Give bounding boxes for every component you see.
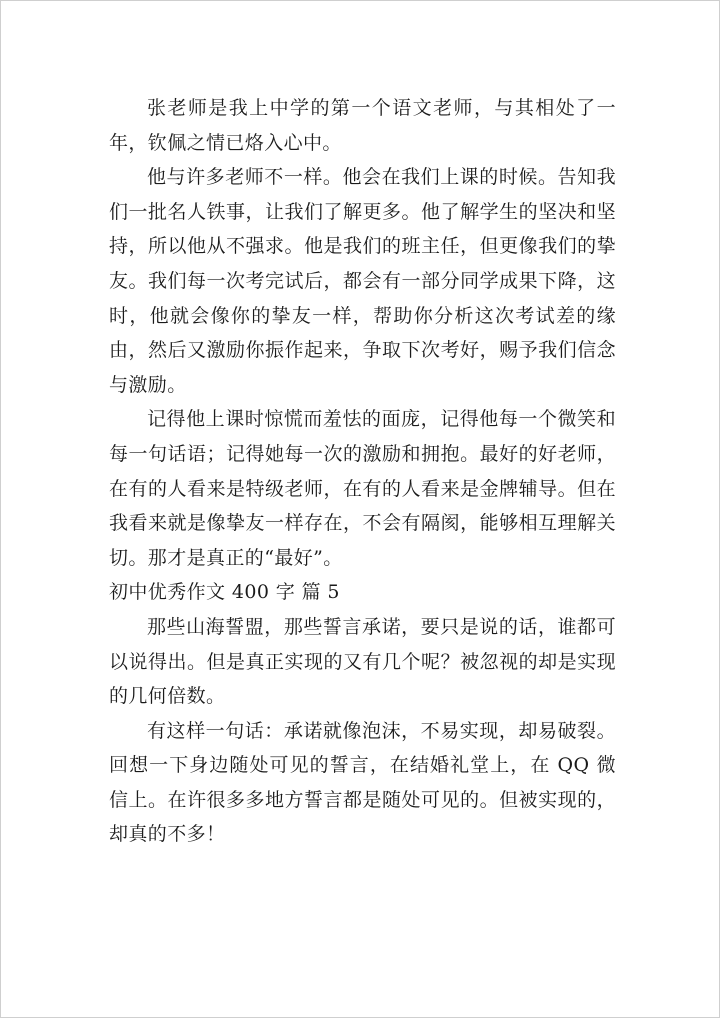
document-body xyxy=(109,91,616,852)
paragraph: 他与许多老师不一样。他会在我们上课的时候。告知我们一批名人铁事，让我们了解更多。他了解学生的坚决和坚持，所以他从不强求。他是我们的班主任，但更像我们的挚友。我们每一次考完试后，都会有一部分同学成果下降，这时，他就会像你的挚友一样，帮助你分析这次考试差的缘由，然后又激励你振作起来，争取下次考好，赐予我们信念与激励。 xyxy=(109,166,616,396)
section-heading: 初中优秀作文 400 字 篇 5 xyxy=(109,581,340,604)
paragraph: 记得他上课时惊慌而羞怯的面庞，记得他每一个微笑和每一句话语；记得她每一次的激励和拥抱。最好的好老师，在有的人看来是特级老师，在有的人看来是金牌辅导。但在我看来就是像挚友一样存在，不会有隔阂，能够相互理解关切。那才是真正的“最好”。 xyxy=(109,408,616,569)
paragraph: 那些山海誓盟，那些誓言承诺，要只是说的话，谁都可以说得出。但是真正实现的又有几个呢？被忽视的却是实现的几何倍数。 xyxy=(109,615,616,708)
paragraph: 有这样一句话：承诺就像泡沫，不易实现，却易破裂。回想一下身边随处可见的誓言，在结婚礼堂上，在 QQ 微信上。在许很多多地方誓言都是随处可见的。但被实现的，却真的不多！ xyxy=(109,719,616,846)
paragraph: 张老师是我上中学的第一个语文老师，与其相处了一年，钦佩之情已烙入心中。 xyxy=(109,97,616,154)
